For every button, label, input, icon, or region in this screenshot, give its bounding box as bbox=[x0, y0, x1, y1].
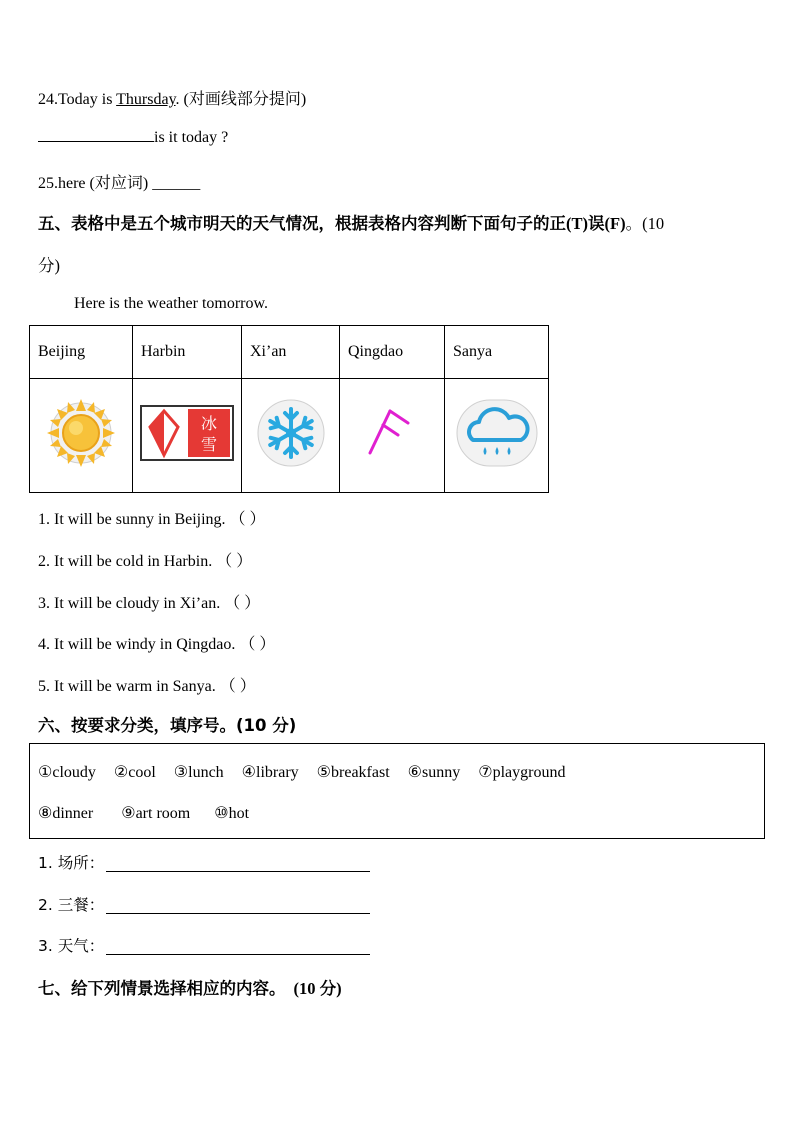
word-bank-box bbox=[29, 743, 765, 839]
word-item: ⑥sunny bbox=[407, 764, 461, 781]
section-7-heading: 七、给下列情景选择相应的内容。 (10 分) bbox=[38, 979, 342, 998]
svg-text:雪: 雪 bbox=[200, 435, 218, 454]
icon-cell bbox=[133, 379, 242, 493]
word-item: ③lunch bbox=[173, 764, 224, 781]
category-answer-2: 2. 三餐： bbox=[38, 893, 370, 915]
icon-cell bbox=[242, 379, 340, 493]
question-25: 25.here (对应词) ______ bbox=[38, 175, 201, 192]
svg-text:冰: 冰 bbox=[200, 414, 218, 433]
word-item: ①cloudy bbox=[38, 764, 96, 781]
tf-sentence-3: 3. It will be cloudy in Xi’an. （ ） bbox=[38, 595, 261, 612]
question-24-answer: is it today ? bbox=[38, 129, 228, 147]
icon-cell bbox=[445, 379, 549, 493]
rain-cloud-icon bbox=[455, 398, 539, 468]
word-item: ⑦playground bbox=[478, 764, 566, 781]
underlined-word: Thursday bbox=[116, 91, 176, 108]
answer-line[interactable] bbox=[106, 897, 370, 914]
cold-ice-icon bbox=[140, 405, 234, 461]
word-item: ②cool bbox=[113, 764, 156, 781]
word-bank-row bbox=[38, 762, 579, 782]
section-5-heading: 五、表格中是五个城市明天的天气情况，根据表格内容判断下面句子的正(T)误(F)。(10 bbox=[38, 214, 665, 233]
word-item: ⑨art room bbox=[121, 805, 191, 822]
icon-cell bbox=[340, 379, 445, 493]
answer-blank[interactable] bbox=[38, 140, 154, 142]
word-item: ⑤breakfast bbox=[316, 764, 390, 781]
city-cell: Sanya bbox=[445, 326, 549, 379]
snow-icon bbox=[253, 395, 329, 471]
city-cell: Harbin bbox=[133, 326, 242, 379]
answer-line[interactable] bbox=[106, 938, 370, 955]
sunny-icon bbox=[40, 392, 122, 474]
word-item: ④library bbox=[241, 764, 299, 781]
category-answer-3: 3. 天气： bbox=[38, 934, 370, 956]
section-5-heading-cont: 分) bbox=[38, 256, 60, 275]
tf-sentence-5: 5. It will be warm in Sanya. （ ） bbox=[38, 678, 256, 695]
city-cell: Beijing bbox=[30, 326, 133, 379]
tf-sentence-4: 4. It will be windy in Qingdao. （ ） bbox=[38, 636, 276, 653]
question-24: 24.Today is Thursday. (对画线部分提问) bbox=[38, 91, 307, 108]
category-answer-1: 1. 场所： bbox=[38, 851, 370, 873]
icon-cell bbox=[30, 379, 133, 493]
weather-intro: Here is the weather tomorrow. bbox=[74, 295, 268, 312]
windy-flag-icon bbox=[362, 403, 422, 463]
tf-sentence-2: 2. It will be cold in Harbin. （ ） bbox=[38, 553, 253, 570]
word-bank-row bbox=[38, 803, 263, 823]
answer-line[interactable] bbox=[106, 855, 370, 872]
section-6-heading: 六、按要求分类，填序号。(10 分) bbox=[38, 716, 297, 735]
word-item: ⑧dinner bbox=[38, 805, 94, 822]
tf-sentence-1: 1. It will be sunny in Beijing. （ ） bbox=[38, 511, 266, 528]
city-cell: Xi’an bbox=[242, 326, 340, 379]
word-item: ⑩hot bbox=[214, 805, 250, 822]
weather-table bbox=[29, 325, 549, 493]
city-cell: Qingdao bbox=[340, 326, 445, 379]
